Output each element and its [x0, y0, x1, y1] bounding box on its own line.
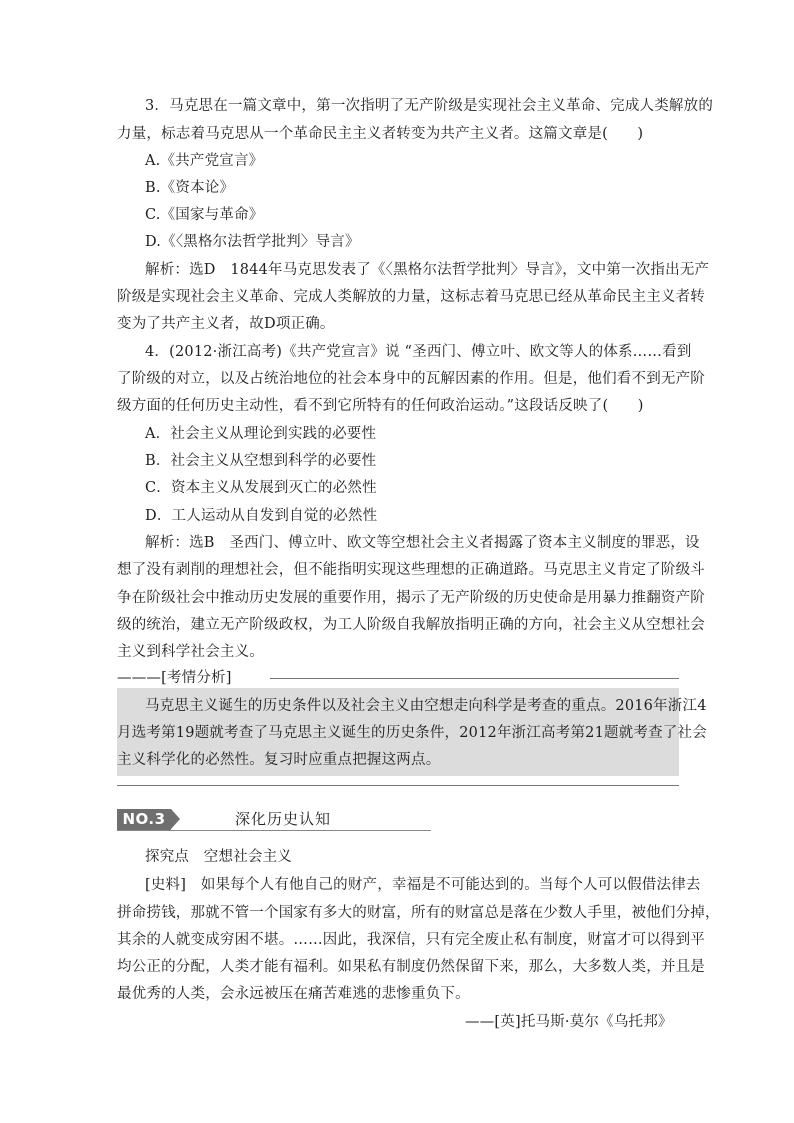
badge-arrow-icon — [171, 809, 180, 829]
q4-option-b: B．社会主义从空想到科学的必要性 — [145, 453, 377, 469]
material-line-1: [史料] 如果每个人有他自己的财产，幸福是不可能达到的。当每个人可以假借法律去 — [145, 877, 701, 893]
inquiry-point: 探究点 空想社会主义 — [145, 849, 292, 865]
exam-analysis-bottom-rule — [117, 785, 679, 786]
q4-analysis-line-1: 解析：选B 圣西门、傅立叶、欧文等空想社会主义者揭露了资本主义制度的罪恶，设 — [145, 535, 700, 551]
material-line-4: 均公正的分配，人类才能有福利。如果私有制度仍然保留下来，那么，大多数人类，并且是 — [117, 959, 705, 975]
section-number-badge: NO.3 — [117, 809, 171, 830]
exam-analysis-top-rule — [270, 678, 679, 679]
material-source: ——[英]托马斯·莫尔《乌托邦》 — [465, 1014, 673, 1030]
q3-option-d: D.《〈黑格尔法哲学批判〉导言》 — [145, 234, 360, 250]
q3-option-a: A.《共产党宣言》 — [145, 153, 264, 169]
q4-option-a: A．社会主义从理论到实践的必要性 — [145, 426, 377, 442]
q4-stem-line-3: 级方面的任何历史主动性，看不到它所特有的任何政治运动。”这段话反映了( ) — [117, 398, 644, 414]
section-banner — [117, 809, 431, 830]
exam-analysis-line-1: 马克思主义诞生的历史条件以及社会主义由空想走向科学是考查的重点。2016年浙江4 — [145, 698, 707, 714]
section-underline — [117, 830, 431, 831]
material-line-2: 拼命捞钱，那就不管一个国家有多大的财富，所有的财富总是落在少数人手里，被他们分掉， — [117, 905, 720, 921]
q3-stem-line-1: 3．马克思在一篇文章中，第一次指明了无产阶级是实现社会主义革命、完成人类解放的 — [145, 98, 714, 114]
material-line-3: 其余的人就变成穷困不堪。……因此，我深信，只有完全废止私有制度，财富才可以得到平 — [117, 932, 705, 948]
q3-analysis-line-1: 解析：选D 1844年马克思发表了《〈黑格尔法哲学批判〉导言》，文中第一次指出无产 — [145, 262, 710, 278]
exam-analysis-heading: ———[考情分析] — [117, 670, 232, 686]
q3-option-c: C.《国家与革命》 — [145, 207, 264, 223]
q4-stem-line-2: 了阶级的对立，以及占统治地位的社会本身中的瓦解因素的作用。但是，他们看不到无产阶 — [117, 371, 705, 387]
q4-analysis-line-5: 主义到科学社会主义。 — [117, 644, 264, 660]
q4-stem-line-1: 4．(2012·浙江高考)《共产党宣言》说 “圣西门、傅立叶、欧文等人的体系……看到 — [145, 344, 692, 360]
section-title: 深化历史认知 — [235, 810, 332, 828]
material-line-5: 最优秀的人类，会永远被压在痛苦难逃的悲惨重负下。 — [117, 986, 470, 1002]
q4-analysis-line-3: 争在阶级社会中推动历史发展的重要作用，揭示了无产阶级的历史使命是用暴力推翻资产阶 — [117, 590, 705, 606]
q3-analysis-line-2: 阶级是实现社会主义革命、完成人类解放的力量，这标志着马克思已经从革命民主主义者转 — [117, 289, 705, 305]
q4-option-d: D．工人运动从自发到自觉的必然性 — [145, 508, 378, 524]
q3-analysis-line-3: 变为了共产主义者，故D项正确。 — [117, 316, 335, 332]
q4-option-c: C．资本主义从发展到灭亡的必然性 — [145, 480, 377, 496]
q4-analysis-line-4: 级的统治，建立无产阶级政权，为工人阶级自我解放指明正确的方向，社会主义从空想社会 — [117, 617, 705, 633]
q3-stem-line-2: 力量，标志着马克思从一个革命民主主义者转变为共产主义者。这篇文章是( ) — [117, 126, 644, 142]
exam-analysis-line-3: 主义科学化的必然性。复习时应重点把握这两点。 — [117, 752, 441, 768]
q3-option-b: B.《资本论》 — [145, 180, 235, 196]
exam-analysis-line-2: 月选考第19题就考查了马克思主义诞生的历史条件，2012年浙江高考第21题就考查了社会 — [117, 725, 707, 741]
q4-analysis-line-2: 想了没有剥削的理想社会，但不能指明实现这些理想的正确道路。马克思主义肯定了阶级斗 — [117, 562, 705, 578]
